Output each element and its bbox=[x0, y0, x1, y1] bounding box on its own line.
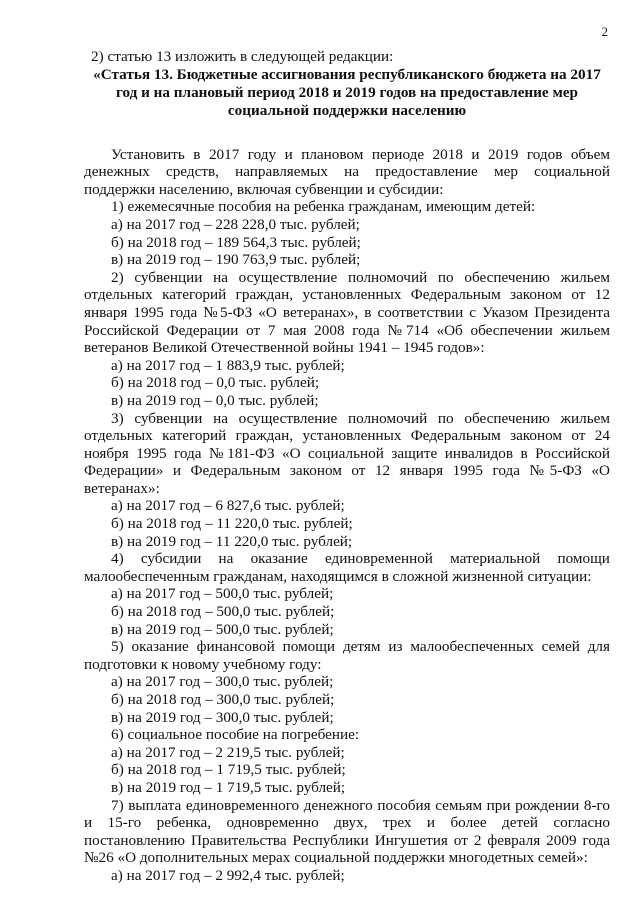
item-3-amount-a: а) на 2017 год – 6 827,6 тыс. рублей; bbox=[111, 497, 345, 515]
item-7-title: 7) выплата единовременного денежного пособия семьям при рождении 8-го и 15-го ребенка, одновременно двух, трех и более детей согласно постановлению Правительства Республики Ингушетия от 2 февраля 2009 года №26 «О дополнительных мерах социальной поддержки многодетных семей»: bbox=[84, 796, 610, 867]
item-4-word: 4) bbox=[111, 550, 124, 568]
item-2-title: 2) субвенции на осуществление полномочий по обеспечению жильем отдельных категорий граждан, установленных Федеральным законом от 12 января 1995 года №5-ФЗ «О ветеранах», в соответствии с Указом Президента Российской Федерации от 7 мая 2008 года №714 «Об обеспечении жильем ветеранов Великой Отечественной войны 1941 – 1945 годов»: bbox=[84, 268, 610, 357]
item-4-amount-c: в) на 2019 год – 500,0 тыс. рублей; bbox=[111, 620, 334, 638]
item-5-title: 5) оказание финансовой помощи детям из малообеспеченных семей для подготовки к новому учебному году: bbox=[84, 638, 610, 673]
spacer bbox=[84, 120, 610, 146]
item-4-word: материальной bbox=[450, 550, 541, 568]
item-4-title-rest: малообеспеченным гражданам, находящимся в сложной жизненной ситуации: bbox=[84, 567, 592, 585]
item-2-amount-c: в) на 2019 год – 0,0 тыс. рублей; bbox=[111, 391, 319, 409]
item-7-amount-a: а) на 2017 год – 2 992,4 тыс. рублей; bbox=[111, 866, 345, 884]
item-6-amount-b: б) на 2018 год – 1 719,5 тыс. рублей; bbox=[111, 761, 346, 779]
item-6-amount-c: в) на 2019 год – 1 719,5 тыс. рублей; bbox=[111, 778, 346, 796]
item-5-amount-c: в) на 2019 год – 300,0 тыс. рублей; bbox=[111, 708, 334, 726]
item-4-word: субсидии bbox=[140, 550, 202, 568]
item-4-word: единовременной bbox=[324, 550, 433, 568]
item-5-amount-b: б) на 2018 год – 300,0 тыс. рублей; bbox=[111, 691, 335, 708]
page-number: 2 bbox=[601, 24, 608, 39]
item-3-amount-b: б) на 2018 год – 11 220,0 тыс. рублей; bbox=[111, 515, 353, 533]
item-1-amount-b: б) на 2018 год – 189 564,3 тыс. рублей; bbox=[111, 233, 361, 251]
intro-line: 2) статью 13 изложить в следующей редакции: bbox=[91, 48, 394, 65]
item-2-amount-b: б) на 2018 год – 0,0 тыс. рублей; bbox=[111, 374, 320, 392]
preamble: Установить в 2017 году и плановом периоде 2018 и 2019 годов объем денежных средств, направляемых на предоставление мер социальной поддержки населению, включая субвенции и субсидии: bbox=[84, 145, 610, 198]
item-3-amount-c: в) на 2019 год – 11 220,0 тыс. рублей; bbox=[111, 532, 353, 550]
item-4-word: на bbox=[218, 550, 234, 568]
item-1-amount-c: в) на 2019 год – 190 763,9 тыс. рублей; bbox=[111, 251, 361, 269]
item-3-title: 3) субвенции на осуществление полномочий по обеспечению жильем отдельных категорий граждан, установленных Федеральным законом от 24 ноября 1995 года №181-ФЗ «О социальной защите инвалидов в Российской Федерации» и Федеральным законом от 12 января 1995 года №5-ФЗ «О ветеранах»: bbox=[84, 409, 610, 497]
item-6-amount-a: а) на 2017 год – 2 219,5 тыс. рублей; bbox=[111, 743, 345, 761]
item-1-title: 1) ежемесячные пособия на ребенка гражданам, имеющим детей: bbox=[111, 198, 536, 216]
item-2-amount-a: а) на 2017 год – 1 883,9 тыс. рублей; bbox=[111, 356, 345, 374]
item-4-amount-b: б) на 2018 год – 500,0 тыс. рублей; bbox=[111, 603, 335, 621]
item-4-word: оказание bbox=[250, 550, 308, 568]
document-body bbox=[84, 48, 610, 885]
article-title: «Статья 13. Бюджетные ассигнования республиканского бюджета на 2017 год и на плановый период 2018 и 2019 годов на предоставление мер социальной поддержки населению bbox=[93, 65, 601, 119]
item-4-word: помощи bbox=[557, 550, 610, 568]
item-4-title-first-line bbox=[84, 550, 610, 568]
item-4-amount-a: а) на 2017 год – 500,0 тыс. рублей; bbox=[111, 585, 334, 603]
item-6-title: 6) социальное пособие на погребение: bbox=[111, 726, 360, 744]
item-5-amount-a: а) на 2017 год – 300,0 тыс. рублей; bbox=[111, 673, 334, 691]
item-1-amount-a: а) на 2017 год – 228 228,0 тыс. рублей; bbox=[111, 215, 360, 233]
